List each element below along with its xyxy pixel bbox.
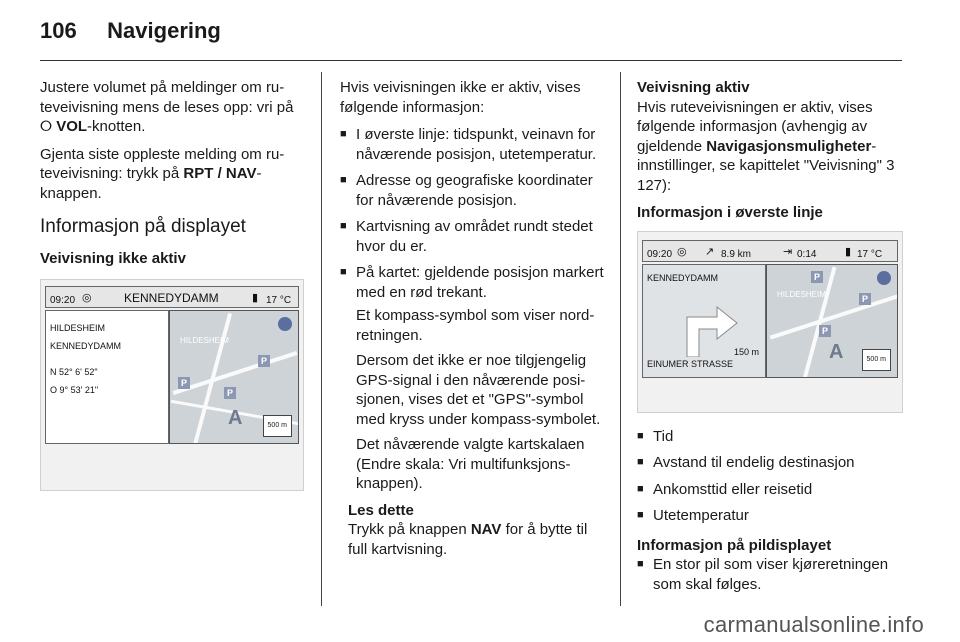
inactive-intro: Hvis veivisningen ikke er aktiv, vises følgende informasjon:: [340, 79, 581, 116]
map-view: HILDESHEIM P P P A 500 m: [169, 310, 299, 444]
list-item: ■ Kartvisning av området rundt stedet hvor du er.: [340, 217, 604, 256]
distance-icon: ↗: [705, 245, 715, 258]
repeat-paragraph: Gjenta siste oppleste melding om ruteveivisning: trykk på RPT / NAV-knappen.: [40, 145, 285, 202]
list-item: ■ Tid: [637, 427, 905, 447]
position-marker-icon: A: [228, 406, 243, 429]
arrival-icon: ⇥: [783, 245, 793, 258]
list-item: ■ Adresse og geografiske koordinater for nåværende posisjon.: [340, 171, 604, 210]
gps-icon: ◎: [82, 291, 92, 304]
volume-paragraph: Justere volumet på meldinger om ruteveivisning mens de leses opp: vri på ⭘︎ VOL-knotten.: [40, 79, 294, 135]
compass-icon: [278, 317, 292, 331]
list-item: ■ Avstand til endelig destinasjon: [637, 453, 905, 473]
list-item: ■ I øverste linje: tidspunkt, veinavn for nåværende posisjon, utetemperatur.: [340, 125, 604, 164]
note-text: Trykk på knappen NAV for å bytte til full kartvisning.: [348, 521, 588, 558]
active-heading: Veivisning aktiv: [637, 79, 750, 96]
parking-icon: P: [258, 355, 270, 367]
topline-subheading: Informasjon i øverste linje: [637, 204, 823, 221]
column-2: [340, 78, 604, 559]
compass-icon: [877, 271, 891, 285]
display-screenshot-active: [637, 231, 903, 413]
page-reference: 3 127):: [637, 157, 895, 194]
parking-icon: P: [811, 271, 823, 283]
address-panel: HILDESHEIM KENNEDYDAMM N 52° 6' 52" O 9° 53' 21": [45, 310, 169, 444]
list-item: ■ En stor pil som viser kjøreretningen som skal følges.: [637, 555, 905, 594]
thermometer-icon: ▮: [252, 291, 259, 304]
column-3: [637, 78, 905, 601]
header-rule: [40, 60, 902, 61]
list-item: ■ Ankomsttid eller reisetid: [637, 480, 905, 500]
column-1: [40, 78, 308, 491]
parking-icon: P: [859, 293, 871, 305]
display-topbar: 09:20 ◎ ↗ 8.9 km ⇥ 0:14 ▮ 17 °C: [642, 240, 898, 262]
page-title: Navigering: [107, 18, 221, 43]
column-divider-1: [321, 72, 322, 606]
arrow-panel: KENNEDYDAMM 150 m EINUMER STRASSE: [642, 264, 766, 378]
active-intro: Hvis ruteveivisningen er aktiv, vises følgende informasjon (avhengig av gjeldende Navigasjonsmuligheter-innstillinger, se kapittelet "Veivisning" 3 127):: [637, 98, 895, 194]
position-marker-icon: A: [829, 340, 844, 363]
scale-note: Det nåværende valgte kartskalaen (Endre skala: Vri multifunksjonsknappen).: [356, 436, 585, 492]
map-view: HILDESHEIM P P P A 500 m: [766, 264, 898, 378]
note-title: Les dette: [348, 501, 414, 519]
thermometer-icon: ▮: [845, 245, 852, 258]
page-header: [40, 18, 221, 48]
column-divider-2: [620, 72, 621, 606]
gps-note: Dersom det ikke er noe tilgjengelig GPS-signal i den nåværende posisjonen, vises det et "GPS"-symbol med kryss under kompass-symbolet.: [356, 352, 601, 428]
watermark: carmanualsonline.info: [703, 612, 924, 637]
inactive-info-list: [340, 125, 604, 494]
subheading-inactive: Veivisning ikke aktiv: [40, 250, 186, 267]
arrow-display-subheading: Informasjon på pildisplayet: [637, 536, 832, 554]
knob-icon: ⭘︎: [40, 118, 53, 135]
display-topbar: 09:20 ◎ KENNEDYDAMM ▮ 17 °C: [45, 286, 299, 308]
compass-note: Et kompass-symbol som viser nord-retningen.: [356, 307, 595, 344]
display-screenshot-inactive: [40, 279, 304, 491]
list-item: ■ På kartet: gjeldende posisjon markert med en rød trekant. Et kompass-symbol som viser nord-retningen. Dersom det ikke er noe tilgjengelig GPS-signal i den nåværende posisjonen, vises det et "GPS"-symbol med kryss under kompass-symbolet. Det nåværende valgte kartskalaen (Endre skala: Vri multifunksjonsknappen).: [340, 263, 604, 494]
topline-info-list: [637, 427, 905, 526]
page-number: 106: [40, 18, 77, 43]
gps-icon: ◎: [677, 245, 687, 258]
parking-icon: P: [178, 377, 190, 389]
arrow-info-list: [637, 555, 905, 594]
note-box: [340, 501, 604, 560]
list-item: ■ Utetemperatur: [637, 506, 905, 526]
parking-icon: P: [224, 387, 236, 399]
parking-icon: P: [819, 325, 831, 337]
section-heading: Informasjon på displayet: [40, 216, 246, 237]
